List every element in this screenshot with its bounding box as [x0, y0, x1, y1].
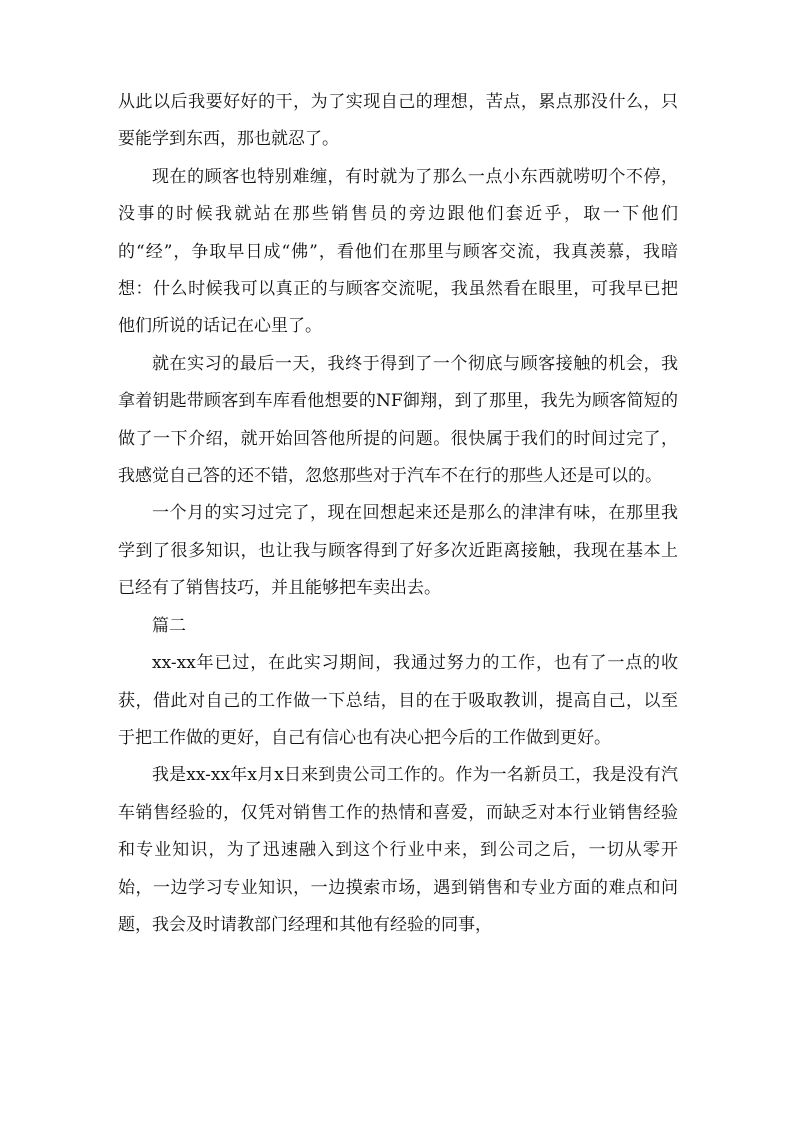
paragraph-6: 我是xx-xx年x月x日来到贵公司工作的。作为一名新员工，我是没有汽车销售经验的，仅凭对销售工作的热情和喜爱，而缺乏对本行业销售经验和专业知识，为了迅速融入到这个行业中来，到公司之后，一切从零开始，一边学习专业知识，一边摸索市场，遇到销售和专业方面的难点和问题，我会及时请教部门经理和其他有经验的同事， — [118, 765, 678, 935]
section-heading: 篇二 — [152, 615, 186, 636]
document-body — [118, 84, 678, 944]
paragraph-2: 现在的顾客也特别难缠，有时就为了那么一点小东西就唠叨个不停，没事的时候我就站在那些销售员的旁边跟他们套近乎，取一下他们的“经”，争取早日成“佛”，看他们在那里与顾客交流，我真羡慕，我暗想：什么时候我可以真正的与顾客交流呢，我虽然看在眼里，可我早已把他们所说的话记在心里了。 — [118, 166, 678, 337]
paragraph-1: 从此以后我要好好的干，为了实现自己的理想，苦点，累点那没什么，只要能学到东西，那也就忍了。 — [118, 92, 678, 150]
paragraph-5: xx-xx年已过，在此实习期间，我通过努力的工作，也有了一点的收获，借此对自己的工作做一下总结，目的在于吸取教训，提高自己，以至于把工作做的更好，自己有信心也有决心把今后的工作做到更好。 — [118, 653, 678, 748]
paragraph-3: 就在实习的最后一天，我终于得到了一个彻底与顾客接触的机会，我拿着钥匙带顾客到车库看他想要的NF御翔，到了那里，我先为顾客简短的做了一下介绍，就开始回答他所提的问题。很快属于我们的时间过完了，我感觉自己答的还不错，忽悠那些对于汽车不在行的那些人还是可以的。 — [118, 353, 678, 487]
paragraph-4: 一个月的实习过完了，现在回想起来还是那么的津津有味，在那里我学到了很多知识，也让我与顾客得到了好多次近距离接触，我现在基本上已经有了销售技巧，并且能够把车卖出去。 — [118, 503, 678, 599]
